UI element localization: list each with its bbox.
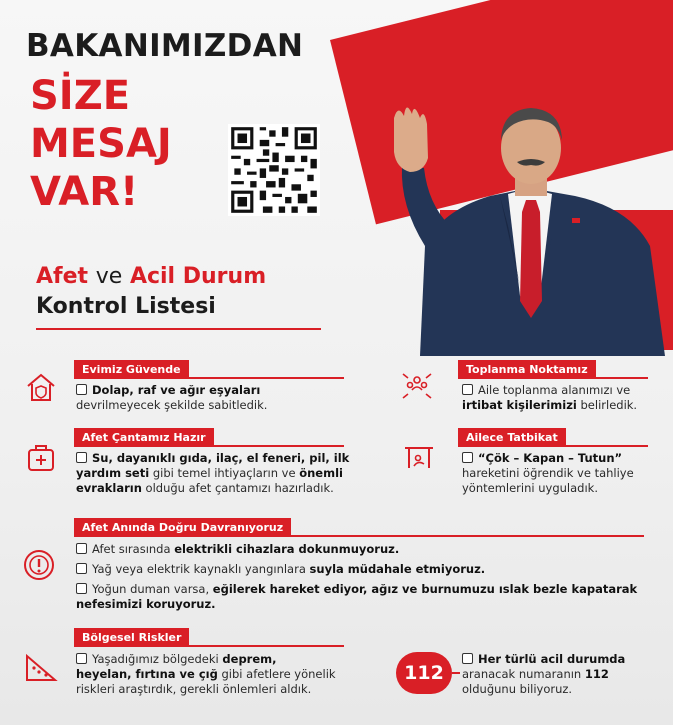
section-title-riskler: Bölgesel Riskler bbox=[74, 628, 189, 646]
acil112-line2: aranacak numaranın bbox=[462, 667, 582, 681]
minister-figure bbox=[380, 96, 673, 356]
evimiz-text bbox=[76, 383, 267, 413]
canta-bold3: önemli bbox=[299, 466, 343, 480]
section-rule bbox=[74, 535, 644, 537]
davranis-item1-text: Afet sırasında bbox=[92, 542, 171, 556]
acil112-number-inline: 112 bbox=[584, 667, 609, 681]
checkbox[interactable] bbox=[76, 563, 87, 574]
checkbox[interactable] bbox=[76, 452, 87, 463]
section-title-davranis: Afet Anında Doğru Davranıyoruz bbox=[74, 518, 291, 536]
canta-line3: olduğu afet çantamızı hazırladık. bbox=[145, 481, 334, 495]
canta-text bbox=[76, 451, 349, 496]
checkbox[interactable] bbox=[76, 583, 87, 594]
gathering-people-icon bbox=[400, 368, 434, 402]
acil112-text bbox=[462, 652, 625, 697]
davranis-item2-bold: suyla müdahale etmiyoruz. bbox=[309, 562, 486, 576]
checkbox[interactable] bbox=[462, 653, 473, 664]
canta-bold1: Su, dayanıklı gıda, ilaç, el feneri, pil, ilk bbox=[92, 451, 350, 465]
badge-connector bbox=[452, 672, 460, 674]
subtitle-divider bbox=[36, 328, 321, 330]
davranis-item2-text: Yağ veya elektrik kaynaklı yangınlara bbox=[92, 562, 306, 576]
toplanma-line1: Aile toplanma alanımızı ve bbox=[478, 383, 631, 397]
section-title-evimiz: Evimiz Güvende bbox=[74, 360, 189, 378]
acil112-bold: Her türlü acil durumda bbox=[478, 652, 626, 666]
heading-line2: SİZE bbox=[30, 73, 131, 119]
riskler-line3: riskleri araştırdık, gerekli önlemleri aldık. bbox=[76, 682, 312, 696]
checkbox[interactable] bbox=[76, 653, 87, 664]
section-title-canta: Afet Çantamız Hazır bbox=[74, 428, 214, 446]
acil112-line3: olduğunu biliyoruz. bbox=[462, 682, 573, 696]
drill-table-icon bbox=[402, 438, 436, 472]
section-rule bbox=[74, 377, 344, 379]
heading-line1: BAKANIMIZDAN bbox=[26, 28, 304, 64]
subtitle-line1 bbox=[36, 264, 266, 289]
davranis-item3 bbox=[76, 582, 637, 612]
riskler-bold2: heyelan, fırtına ve çığ bbox=[76, 667, 218, 681]
canta-bold4: evrakların bbox=[76, 481, 142, 495]
riskler-line1: Yaşadığımız bölgedeki bbox=[92, 652, 219, 666]
landslide-icon bbox=[24, 650, 58, 684]
toplanma-bold: irtibat kişilerimizi bbox=[462, 398, 577, 412]
subtitle-line2: Kontrol Listesi bbox=[36, 294, 216, 319]
heading-line3: MESAJ bbox=[30, 121, 172, 167]
tatbikat-line3: yöntemlerini uyguladık. bbox=[462, 481, 598, 495]
toplanma-text bbox=[462, 383, 637, 413]
tatbikat-text bbox=[462, 451, 634, 496]
heading-line4: VAR! bbox=[30, 169, 139, 215]
davranis-item3-bold2: nefesimizi koruyoruz. bbox=[76, 597, 216, 611]
davranis-item2 bbox=[76, 562, 485, 577]
warning-icon bbox=[22, 548, 56, 582]
canta-bold2: yardım seti bbox=[76, 466, 150, 480]
checkbox[interactable] bbox=[462, 452, 473, 463]
tatbikat-bold: “Çök – Kapan – Tutun” bbox=[478, 451, 623, 465]
section-title-tatbikat: Ailece Tatbikat bbox=[458, 428, 566, 446]
qr-code[interactable] bbox=[228, 124, 320, 216]
section-rule bbox=[74, 445, 344, 447]
davranis-item1 bbox=[76, 542, 399, 557]
subtitle-ve: ve bbox=[95, 264, 123, 289]
riskler-line2: gibi afetlere yönelik bbox=[221, 667, 336, 681]
checkbox[interactable] bbox=[76, 543, 87, 554]
canta-line2: gibi temel ihtiyaçların ve bbox=[152, 466, 296, 480]
section-rule bbox=[74, 645, 344, 647]
emergency-112-badge: 112 bbox=[396, 652, 452, 694]
section-title-toplanma: Toplanma Noktamız bbox=[458, 360, 596, 378]
subtitle-acil: Acil Durum bbox=[129, 264, 267, 289]
checkbox[interactable] bbox=[462, 384, 473, 395]
tatbikat-line2: hareketini öğrendik ve tahliye bbox=[462, 466, 634, 480]
davranis-item3-text: Yoğun duman varsa, bbox=[92, 582, 210, 596]
riskler-text bbox=[76, 652, 336, 697]
davranis-item1-bold: elektrikli cihazlara dokunmuyoruz. bbox=[174, 542, 400, 556]
evimiz-line2: devrilmeyecek şekilde sabitledik. bbox=[76, 398, 268, 412]
section-rule bbox=[458, 377, 648, 379]
riskler-bold1: deprem, bbox=[222, 652, 277, 666]
toplanma-line2: belirledik. bbox=[580, 398, 638, 412]
emergency-bag-icon bbox=[24, 440, 58, 474]
home-shield-icon bbox=[24, 370, 58, 404]
evimiz-bold: Dolap, raf ve ağır eşyaları bbox=[92, 383, 261, 397]
davranis-item3-bold: eğilerek hareket ediyor, ağız ve burnumuzu ıslak bezle kapatarak bbox=[212, 582, 638, 596]
checkbox[interactable] bbox=[76, 384, 87, 395]
section-rule bbox=[458, 445, 648, 447]
subtitle-afet: Afet bbox=[36, 264, 89, 289]
